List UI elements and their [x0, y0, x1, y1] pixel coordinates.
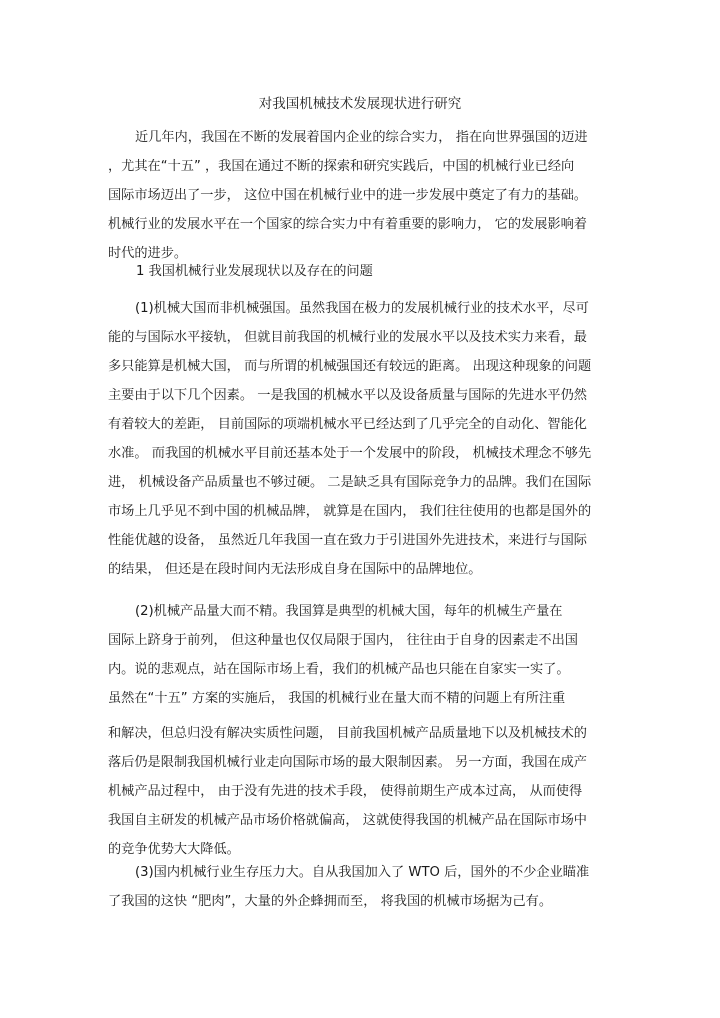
text-line: 机械行业的发展水平在一个国家的综合实力中有着重要的影响力， 它的发展影响着	[108, 217, 587, 232]
text-line: 多只能算是机械大国， 而与所谓的机械强国还有较远的距离。 出现这种现象的问题	[108, 359, 592, 374]
text-line: 的竞争优势大大降低。	[108, 842, 240, 857]
text-line: 能的与国际水平接轨， 但就目前我国的机械行业的发展水平以及技术实力来看，最	[108, 330, 587, 345]
text-line: 落后仍是限制我国机械行业走向国际市场的最大限制因素。 另一方面，我国在成产	[108, 755, 587, 770]
point-2-paragraph	[108, 597, 620, 713]
intro-paragraph	[108, 123, 620, 268]
text-line: 主要由于以下几个因素。 一是我国的机械水平以及设备质量与国际的先进水平仍然	[108, 388, 587, 403]
point-1-paragraph	[108, 294, 620, 584]
text-line: 了我国的这快 “肥肉”，大量的外企蜂拥而至， 将我国的机械市场据为己有。	[108, 894, 553, 909]
text-line: (2)机械产品量大而不精。我国算是典型的机械大国，每年的机械生产量在	[135, 604, 563, 619]
text-line: (1)机械大国而非机械强国。虽然我国在极力的发展机械行业的技术水平，尽可	[135, 301, 589, 316]
text-line: 性能优越的设备， 虽然近几年我国一直在致力于引进国外先进技术，来进行与国际	[108, 533, 587, 548]
text-line: 的结果， 但还是在段时间内无法形成自身在国际中的品牌地位。	[108, 562, 482, 577]
text-line: 近几年内，我国在不断的发展着国内企业的综合实力， 指在向世界强国的迈进	[135, 130, 588, 145]
text-line: 国际市场迈出了一步， 这位中国在机械行业中的进一步发展中奠定了有力的基础。	[108, 188, 587, 203]
text-line: 市场上几乎见不到中国的机械品牌， 就算是在国内， 我们往往使用的也都是国外的	[108, 504, 592, 519]
text-line: 机械产品过程中， 由于没有先进的技术手段， 使得前期生产成本过高， 从而使得	[108, 784, 583, 799]
text-line: 国际上跻身于前列， 但这种量也仅仅局限于国内， 往往由于自身的因素走不出国	[108, 633, 578, 648]
text-line: (3)国内机械行业生存压力大。自从我国加入了 WTO 后，国外的不少企业瞄准	[135, 865, 590, 880]
text-line: ，尤其在“十五” ，我国在通过不断的探索和研究实践后，中国的机械行业已经向	[108, 159, 575, 174]
text-line: 内。说的悲观点，站在国际市场上看，我们的机械产品也只能在自家实一实了。	[108, 662, 570, 677]
text-line: 虽然在“十五” 方案的实施后， 我国的机械行业在量大而不精的问题上有所注重	[108, 691, 566, 706]
text-line: 有着较大的差距， 目前国际的项端机械水平已经达到了几乎完全的自动化、智能化	[108, 417, 587, 432]
point-2-continuation	[108, 719, 620, 864]
document-title: 对我国机械技术发展现状进行研究	[258, 96, 462, 112]
text-line: 和解决，但总归没有解决实质性问题， 目前我国机械产品质量地下以及机械技术的	[108, 726, 587, 741]
text-line: 我国自主研发的机械产品市场价格就偏高， 这就使得我国的机械产品在国际市场中	[108, 813, 587, 828]
text-line: 时代的进步。	[108, 246, 188, 261]
text-line: 进， 机械设备产品质量也不够过硬。 二是缺乏具有国际竞争力的品牌。我们在国际	[108, 475, 592, 490]
text-line: 水准。 而我国的机械水平目前还基本处于一个发展中的阶段， 机械技术理念不够先	[108, 446, 592, 461]
point-3-paragraph	[108, 858, 620, 916]
section-heading: 1 我国机械行业发展现状以及存在的问题	[136, 264, 373, 279]
